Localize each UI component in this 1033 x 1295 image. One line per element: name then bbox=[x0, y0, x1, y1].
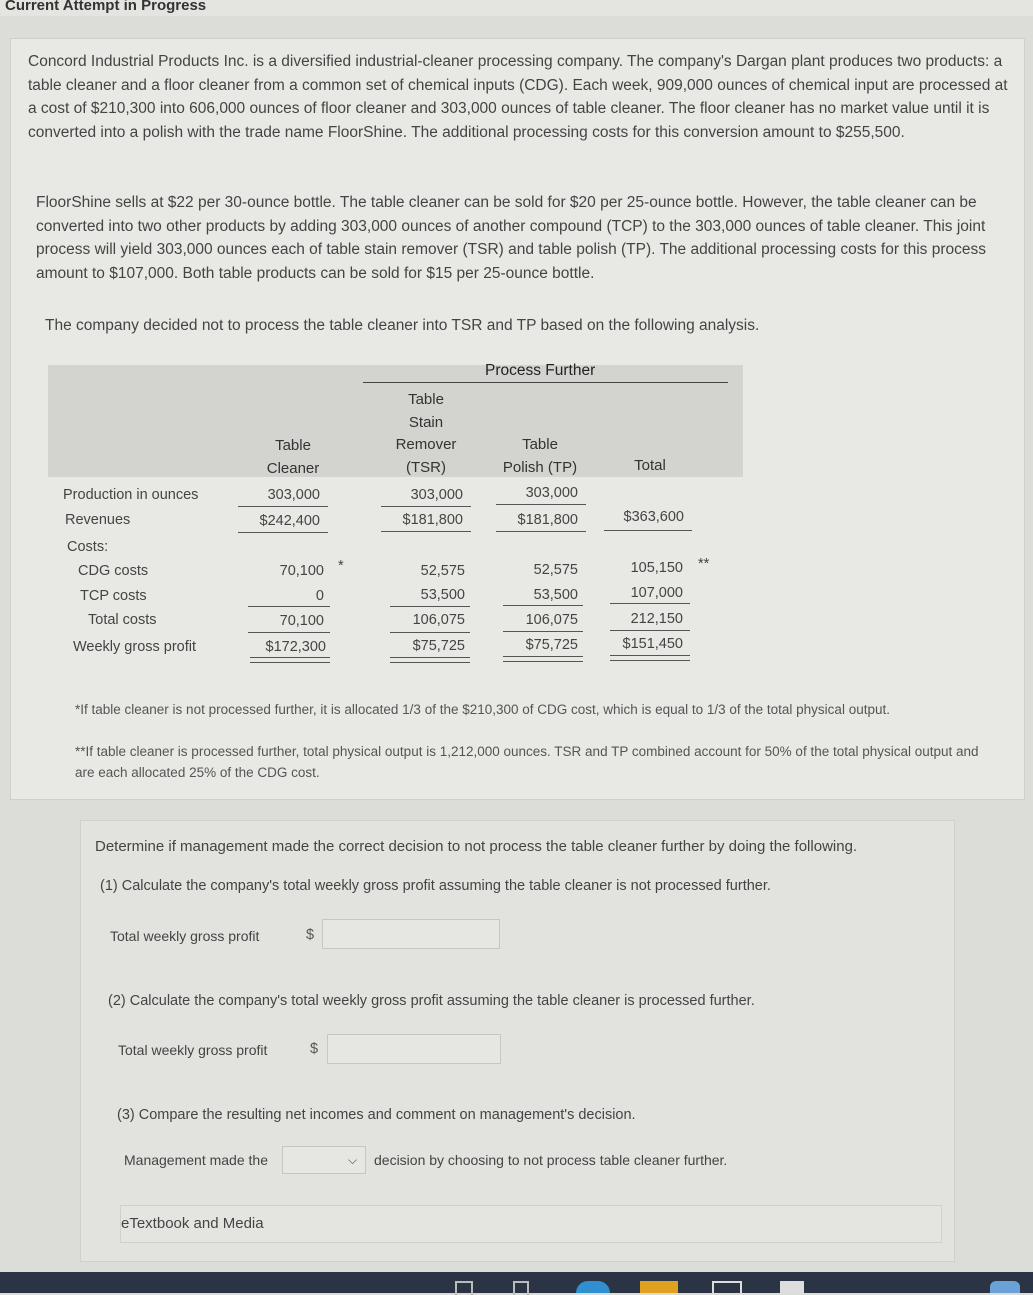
rule bbox=[610, 630, 690, 631]
cell-tcp-total: 107,000 bbox=[630, 585, 683, 601]
cell-gross-profit-tsr: $75,725 bbox=[412, 638, 465, 654]
problem-paragraph-2: FloorShine sells at $22 per 30-ounce bottle. The table cleaner can be sold for $20 per 25-ounce bottle. However, the table cleaner can be converted into two other products by adding 303,000 ounces of another compound (TCP) to the 303,000 ounces of table cleaner. This joint process will yield 303,000 ounces each of table stain remover (TSR) and table polish (TP). The additional processing costs for this process amount to $107,000. Both table products can be sold for $15 per 25-ounce bottle. bbox=[36, 194, 986, 282]
row-label-costs: Costs: bbox=[67, 539, 109, 555]
taskbar-app-icon[interactable] bbox=[990, 1281, 1020, 1293]
rule bbox=[238, 532, 328, 533]
cell-total-costs-tsr: 106,075 bbox=[412, 612, 465, 628]
process-further-rule bbox=[363, 382, 728, 383]
problem-paragraph-1: Concord Industrial Products Inc. is a diversified industrial-cleaner processing company. The company's Dargan plant produces two products: a table cleaner and a floor cleaner from a common set of chemical inputs (CDG). Each week, 909,000 ounces of chemical input are processed at a cost of $210,300 into 606,000 ounces of floor cleaner and 303,000 ounces of table cleaner. The floor cleaner has no market value until it is converted into a polish with the trade name FloorShine. The additional processing costs for this conversion amount to $255,500. bbox=[28, 53, 1008, 141]
cell-revenues-tsr: $181,800 bbox=[402, 512, 463, 528]
cell-production-tp: 303,000 bbox=[525, 485, 578, 501]
page-title: Current Attempt in Progress bbox=[5, 0, 207, 14]
part3-prompt: (3) Compare the resulting net incomes and comment on management's decision. bbox=[117, 1107, 636, 1123]
footnote-1: *If table cleaner is not processed further, it is allocated 1/3 of the $210,300 of CDG cost, which is equal to 1/3 of the total physical output. bbox=[75, 702, 890, 717]
cell-cdg-total: 105,150 bbox=[630, 560, 683, 576]
cell-tcp-tp: 53,500 bbox=[533, 587, 578, 603]
col-header-total bbox=[610, 455, 690, 478]
double-rule bbox=[610, 655, 690, 661]
cell-gross-profit-tp: $75,725 bbox=[525, 637, 578, 653]
footnote-2: **If table cleaner is processed further, total physical output is 1,212,000 ounces. TSR and TP combined account for 50% of the total physical output and are each allocated 25% of the CDG cost. bbox=[75, 744, 979, 780]
cell-total-costs-tc: 70,100 bbox=[279, 613, 324, 629]
rule bbox=[390, 632, 470, 633]
rule bbox=[248, 606, 330, 607]
rule bbox=[381, 531, 471, 532]
rule bbox=[248, 632, 330, 633]
rule bbox=[381, 506, 471, 507]
rule bbox=[604, 530, 692, 531]
cell-revenues-tp: $181,800 bbox=[517, 512, 578, 528]
part1-currency: $ bbox=[306, 927, 315, 943]
cell-gross-profit-total: $151,450 bbox=[622, 636, 683, 652]
taskbar-app-icon[interactable] bbox=[576, 1281, 610, 1293]
col-header-line: Polish (TP) bbox=[502, 458, 578, 476]
cdg-total-footnote-mark: ** bbox=[698, 556, 710, 572]
part3-label-before: Management made the bbox=[124, 1152, 268, 1168]
etextbook-media-bar[interactable] bbox=[120, 1205, 942, 1243]
row-label-production: Production in ounces bbox=[63, 487, 199, 503]
part2-label: Total weekly gross profit bbox=[118, 1042, 268, 1058]
col-header-tp bbox=[490, 434, 590, 479]
row-label-gross-profit: Weekly gross profit bbox=[73, 639, 197, 655]
cell-total-costs-total: 212,150 bbox=[630, 611, 683, 627]
cdg-tc-footnote-mark: * bbox=[338, 558, 344, 574]
cell-production-tc: 303,000 bbox=[267, 487, 320, 503]
process-further-header: Process Further bbox=[485, 362, 596, 379]
question-intro: Determine if management made the correct decision to not process the table cleaner further by doing the following. bbox=[95, 838, 858, 855]
col-header-line: Cleaner bbox=[266, 459, 320, 477]
row-label-cdg: CDG costs bbox=[78, 563, 149, 579]
rule bbox=[496, 504, 586, 505]
double-rule bbox=[250, 657, 330, 663]
part1-label: Total weekly gross profit bbox=[110, 928, 260, 944]
cell-production-tsr: 303,000 bbox=[410, 487, 463, 503]
cell-cdg-tc: 70,100 bbox=[279, 563, 324, 579]
col-header-line: Remover bbox=[395, 436, 457, 453]
cell-cdg-tp: 52,575 bbox=[533, 562, 578, 578]
cell-total-costs-tp: 106,075 bbox=[525, 612, 578, 628]
part3-label-after: decision by choosing to not process table cleaner further. bbox=[374, 1152, 728, 1168]
double-rule bbox=[503, 656, 583, 662]
cell-revenues-tc: $242,400 bbox=[259, 513, 320, 529]
double-rule bbox=[390, 657, 470, 663]
rule bbox=[503, 631, 583, 632]
rule bbox=[496, 531, 586, 532]
rule bbox=[390, 606, 470, 607]
etextbook-media-link[interactable]: eTextbook and Media bbox=[121, 1215, 264, 1232]
cell-tcp-tsr: 53,500 bbox=[420, 587, 465, 603]
col-header-line: Table bbox=[408, 391, 444, 408]
col-header-line: Stain bbox=[408, 413, 444, 431]
rule bbox=[503, 605, 583, 606]
col-header-line: (TSR) bbox=[406, 458, 446, 476]
chevron-down-icon[interactable]: ⌵ bbox=[348, 1153, 358, 1167]
page-header bbox=[0, 0, 1033, 16]
part1-prompt: (1) Calculate the company's total weekly gross profit assuming the table cleaner is not processed further. bbox=[100, 878, 771, 894]
row-label-tcp: TCP costs bbox=[80, 588, 147, 604]
part2-currency: $ bbox=[310, 1041, 319, 1057]
col-header-line: Total bbox=[634, 457, 666, 474]
cell-cdg-tsr: 52,575 bbox=[420, 563, 465, 579]
cell-revenues-total: $363,600 bbox=[623, 509, 684, 525]
col-header-table-cleaner bbox=[248, 435, 338, 480]
problem-paragraph-3: The company decided not to process the table cleaner into TSR and TP based on the following analysis. bbox=[45, 317, 760, 334]
cell-gross-profit-tc: $172,300 bbox=[265, 639, 326, 655]
cell-tcp-tc: 0 bbox=[315, 588, 324, 604]
rule bbox=[610, 603, 690, 604]
taskbar-app-icon[interactable] bbox=[780, 1281, 804, 1293]
col-header-tsr bbox=[381, 389, 471, 479]
part2-prompt: (2) Calculate the company's total weekly gross profit assuming the table cleaner is processed further. bbox=[108, 993, 755, 1009]
rule bbox=[238, 506, 328, 507]
row-label-total-costs: Total costs bbox=[88, 612, 157, 628]
row-label-revenues: Revenues bbox=[65, 512, 131, 528]
part1-gross-profit-input[interactable] bbox=[322, 919, 500, 949]
col-header-line: Table bbox=[522, 436, 558, 453]
part2-gross-profit-input[interactable] bbox=[327, 1034, 501, 1064]
taskbar-app-icon[interactable] bbox=[640, 1281, 678, 1293]
col-header-line: Table bbox=[275, 437, 311, 454]
